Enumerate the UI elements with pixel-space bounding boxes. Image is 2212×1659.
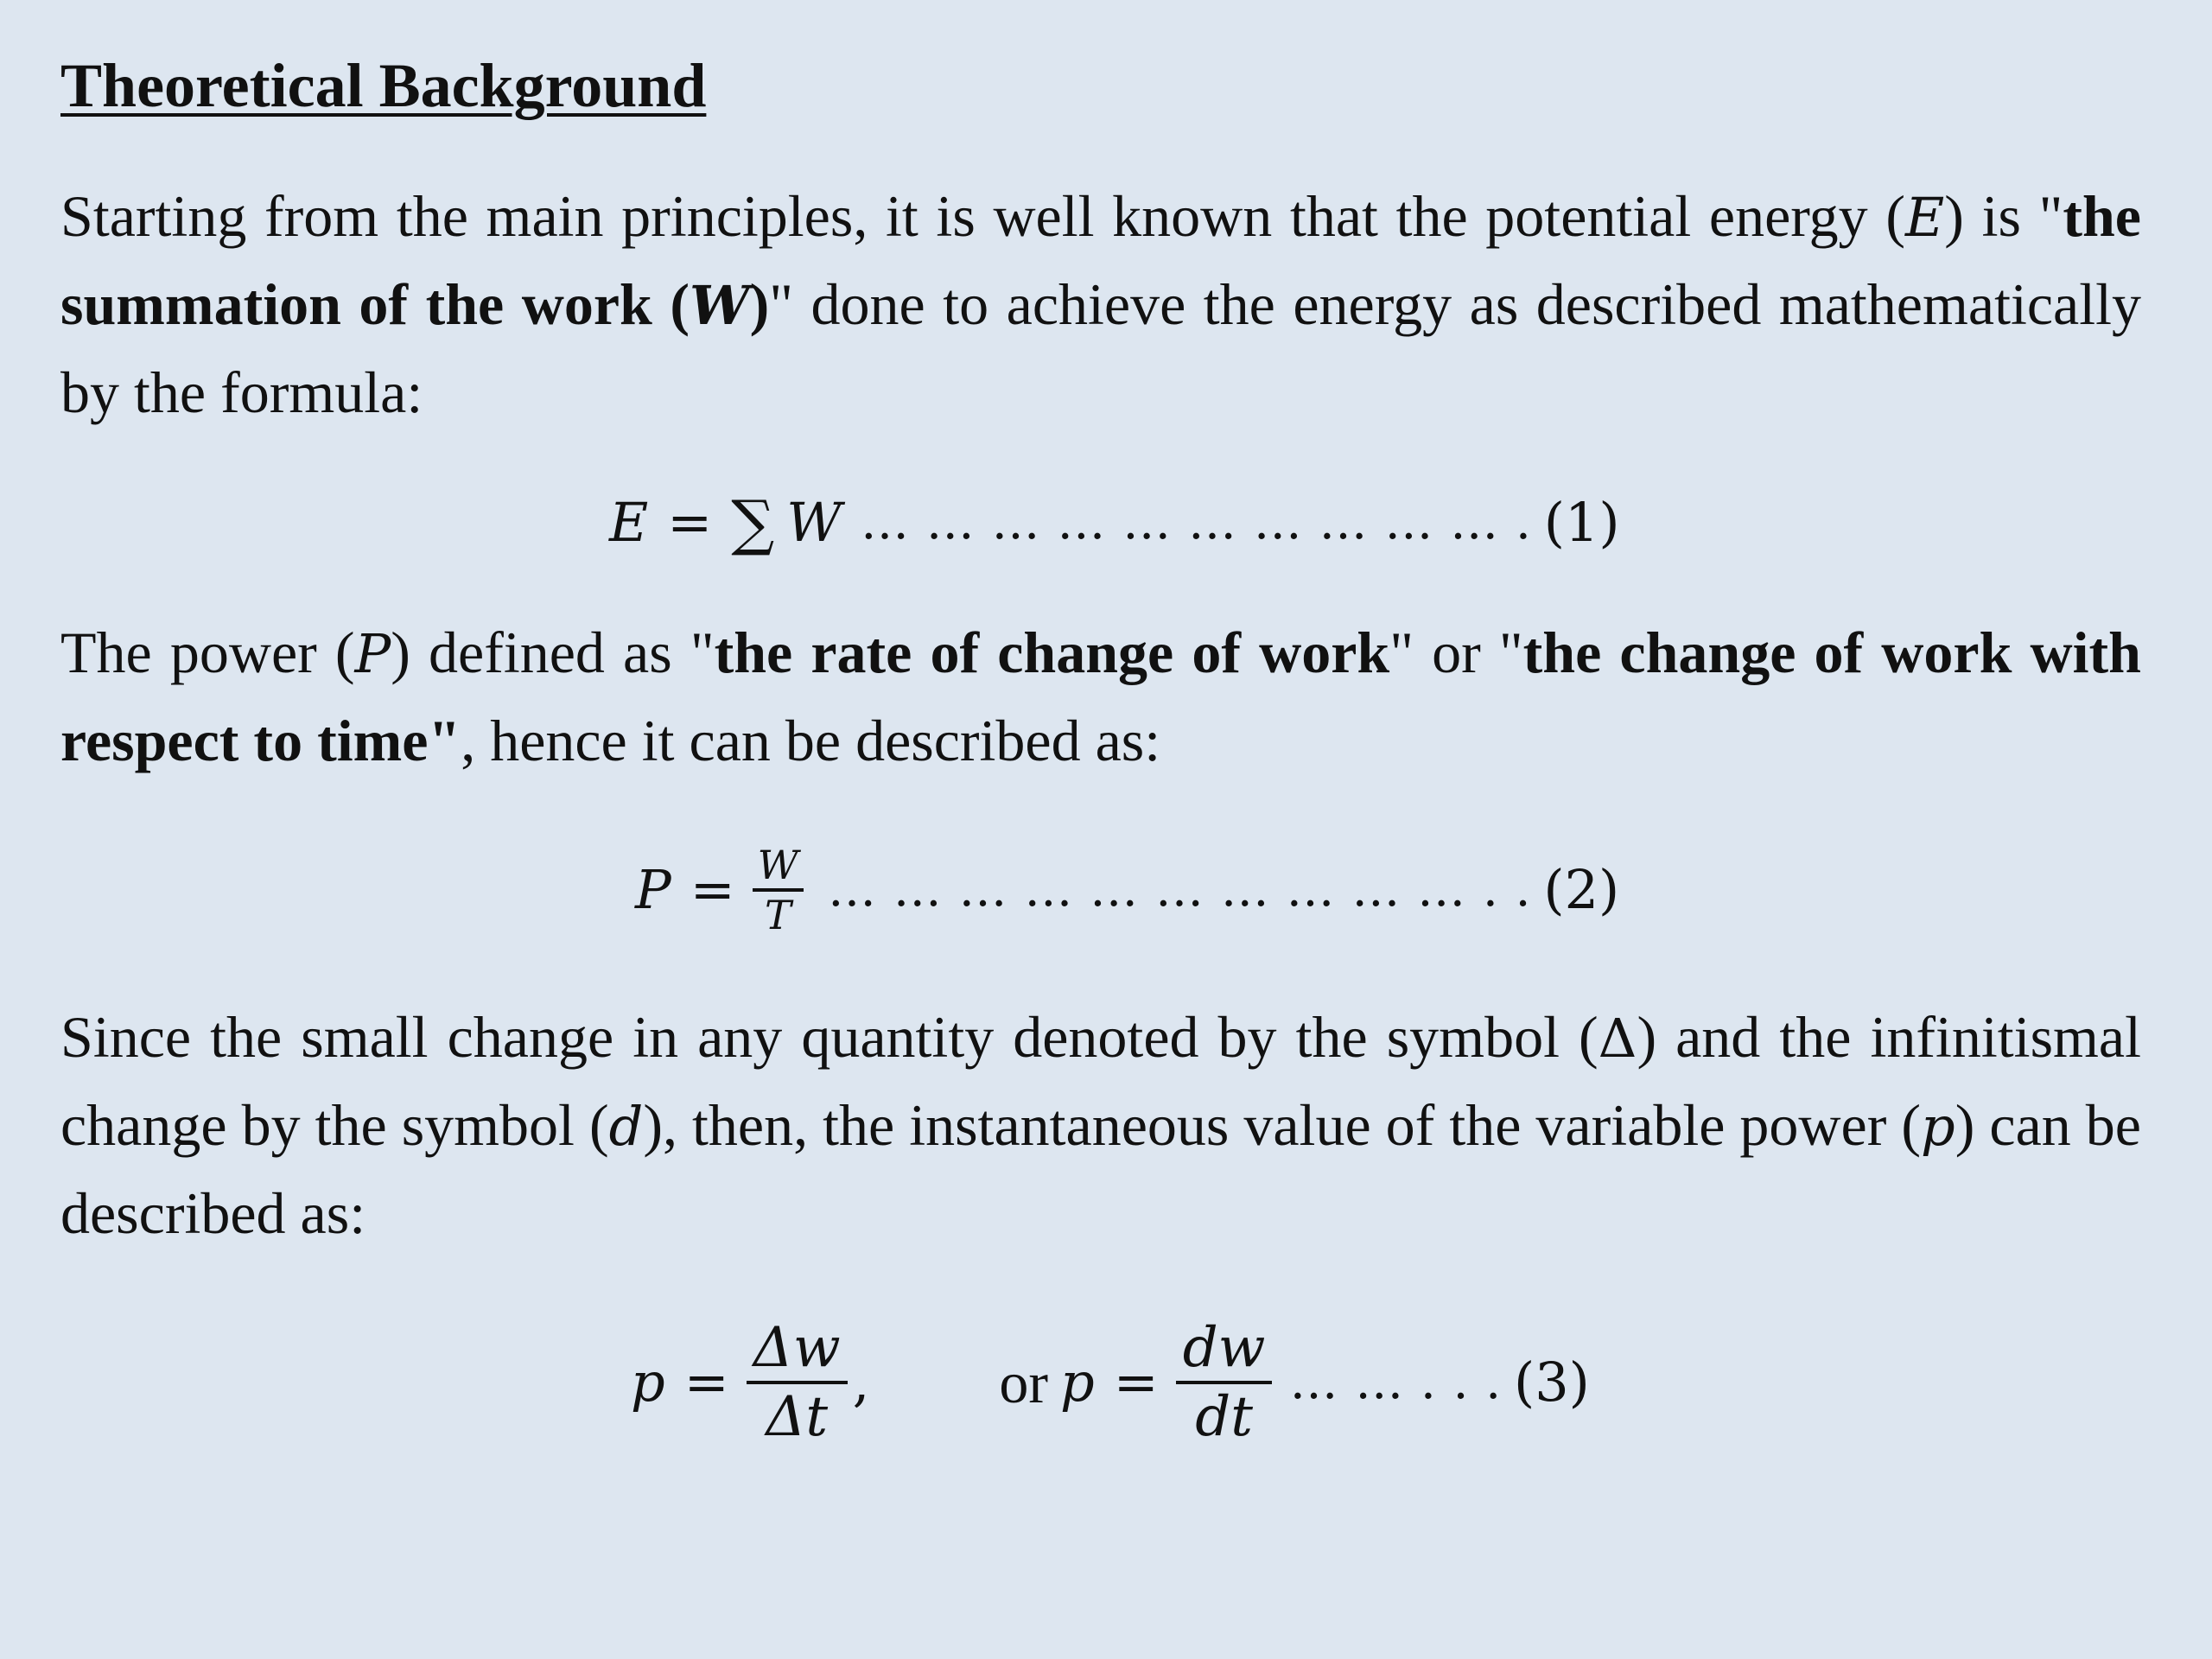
denominator: dt bbox=[1195, 1385, 1253, 1449]
text: The power ( bbox=[60, 620, 355, 685]
eq-equals: = bbox=[667, 491, 713, 554]
text: " done to achieve the energy as described mathematically by the formula: bbox=[60, 271, 2141, 425]
eq-lhs-2: p bbox=[1060, 1351, 1095, 1414]
equation-1 bbox=[609, 487, 1620, 558]
fraction bbox=[753, 842, 804, 938]
paragraph-potential-energy bbox=[60, 173, 2141, 435]
equation-3 bbox=[631, 1305, 1590, 1460]
denominator: T bbox=[764, 892, 791, 938]
eq-lhs: p bbox=[631, 1351, 665, 1414]
equation-number: (1) bbox=[1543, 491, 1620, 554]
eq-equals: = bbox=[1113, 1351, 1159, 1414]
bold-text: the change of work with respect to time" bbox=[60, 620, 2141, 773]
text: " or " bbox=[1389, 620, 1523, 685]
numerator: W bbox=[757, 842, 798, 888]
var-w-bold: W bbox=[690, 274, 750, 337]
text: Starting from the main principles, it is well known that the potential energy ( bbox=[60, 183, 1905, 249]
fraction-delta bbox=[747, 1315, 848, 1450]
eq-dots: … … … … … … … … … … . bbox=[860, 494, 1532, 550]
paragraph-power bbox=[60, 609, 2141, 784]
equation-number: (3) bbox=[1514, 1351, 1590, 1414]
equation-2 bbox=[635, 830, 1619, 950]
eq-dots: … … … … … … … … … … . . bbox=[827, 861, 1532, 918]
eq-lhs: E bbox=[609, 491, 649, 554]
eq-dots: … … . . . bbox=[1289, 1354, 1503, 1410]
eq-lhs: P bbox=[635, 858, 671, 921]
text: ) can be described as: bbox=[60, 1092, 2141, 1246]
var-e: E bbox=[1905, 186, 1945, 249]
eq-rhs: W bbox=[786, 491, 842, 554]
text: , hence it can be described as: bbox=[461, 708, 1161, 773]
or-text: or bbox=[999, 1350, 1049, 1415]
section-heading: Theoretical Background bbox=[60, 51, 707, 120]
bold-text: the rate of change of work bbox=[714, 620, 1390, 685]
sigma-symbol: ∑ bbox=[731, 487, 775, 558]
paragraph-instantaneous-power bbox=[60, 994, 2141, 1256]
text: ) defined as " bbox=[391, 620, 715, 685]
equation-number: (2) bbox=[1543, 858, 1620, 921]
var-delta: Δ bbox=[1598, 1007, 1637, 1070]
comma: , bbox=[852, 1351, 870, 1414]
bold-text: the summation of the work ( bbox=[60, 183, 2141, 337]
eq-equals: = bbox=[683, 1351, 729, 1414]
var-p-lower: p bbox=[1921, 1095, 1955, 1158]
text: ), then, the instantaneous value of the variable power ( bbox=[643, 1092, 1922, 1158]
text: Since the small change in any quantity denoted by the symbol ( bbox=[60, 1004, 1599, 1070]
denominator: Δt bbox=[766, 1385, 829, 1449]
var-d: d bbox=[608, 1095, 644, 1158]
var-p: P bbox=[354, 622, 391, 685]
text: ) is " bbox=[1944, 183, 2063, 249]
text: ) and the infinitismal change by the symbol ( bbox=[60, 1004, 2142, 1158]
numerator: Δw bbox=[753, 1316, 841, 1380]
eq-equals: = bbox=[690, 858, 735, 921]
fraction-derivative bbox=[1176, 1315, 1273, 1450]
numerator: dw bbox=[1182, 1316, 1266, 1380]
bold-text: ) bbox=[749, 271, 770, 337]
